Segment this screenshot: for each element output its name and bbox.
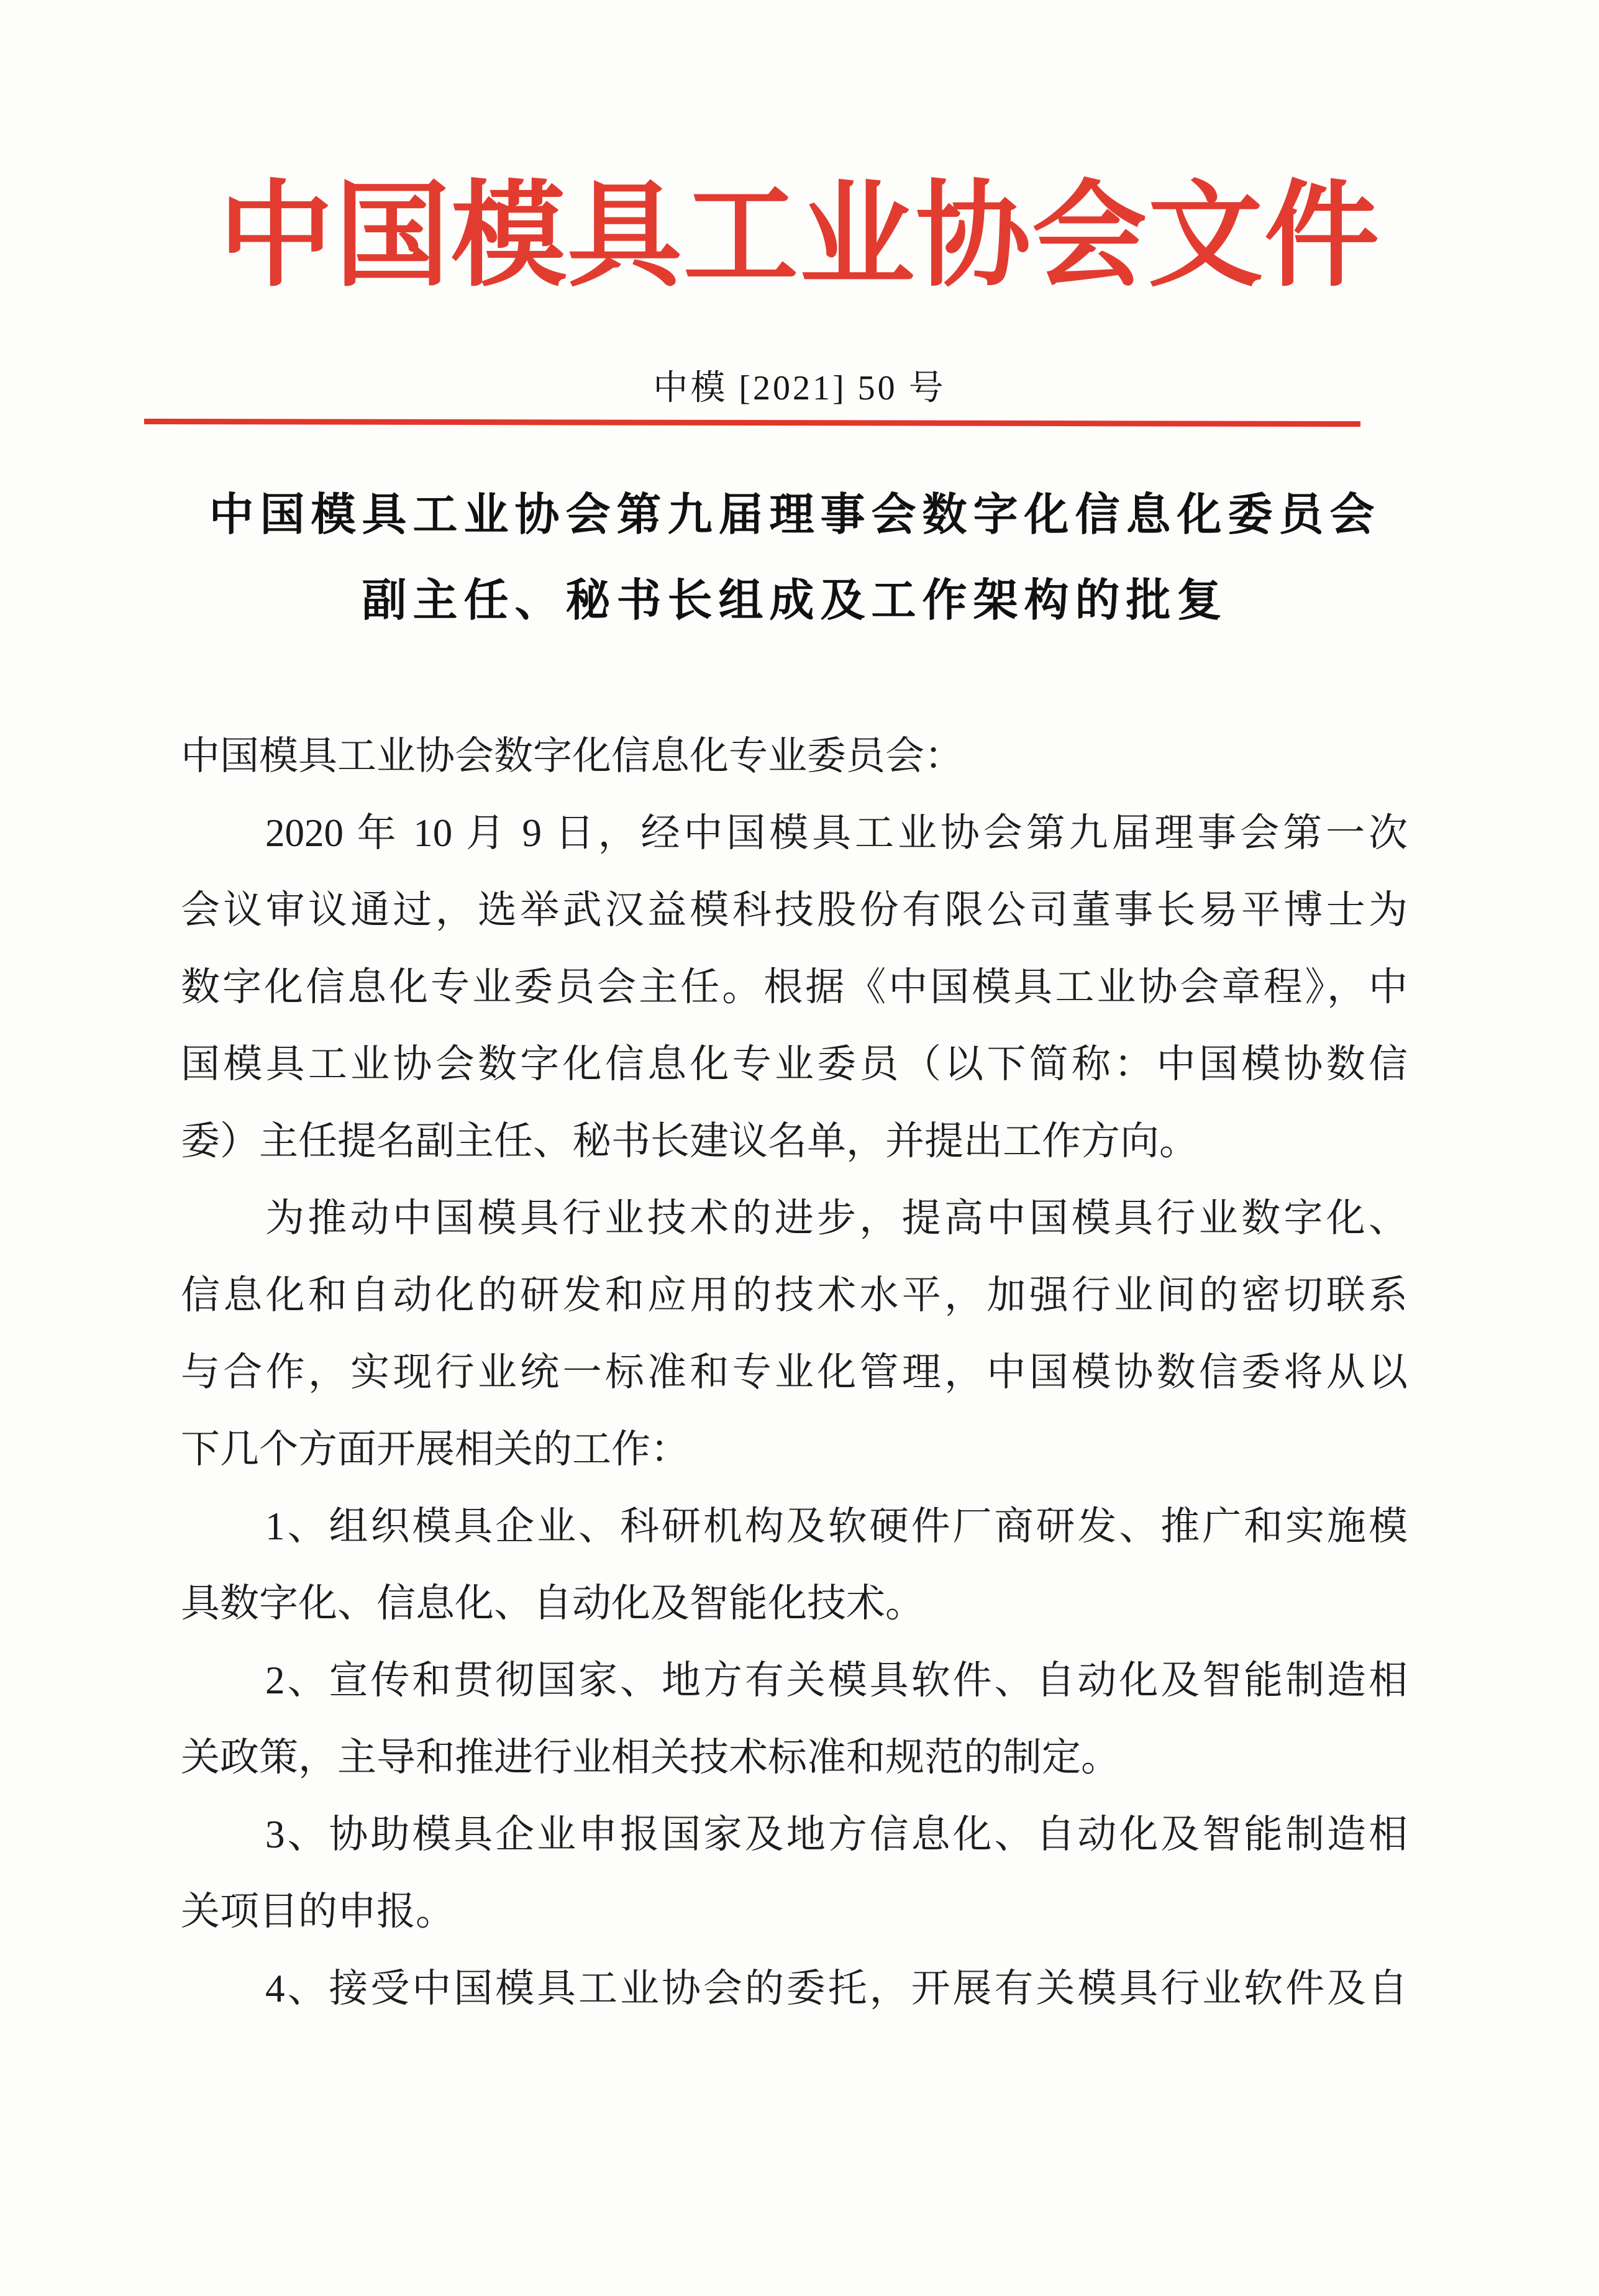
body-line-salutation: 中国模具工业协会数字化信息化专业委员会： (181, 734, 964, 778)
body-line: 2020 年 10 月 9 日，经中国模具工业协会第九届理事会第一次 (265, 811, 1408, 855)
body-line: 国模具工业协会数字化信息化专业委员（以下简称：中国模协数信 (181, 1042, 1408, 1086)
body-line: 关政策，主导和推进行业相关技术标准和规范的制定。 (181, 1736, 1120, 1779)
body-line: 3、协助模具企业申报国家及地方信息化、自动化及智能制造相 (265, 1813, 1408, 1856)
body-line: 4、接受中国模具工业协会的委托，开展有关模具行业软件及自 (265, 1967, 1408, 2010)
doc-title-line-1: 中国模具工业协会第九届理事会数字化信息化委员会 (209, 490, 1381, 540)
doc-title-line-2: 副主任、秘书长组成及工作架构的批复 (362, 576, 1228, 626)
body-line: 具数字化、信息化、自动化及智能化技术。 (181, 1582, 924, 1625)
body-line: 1、组织模具企业、科研机构及软硬件厂商研发、推广和实施模 (265, 1505, 1408, 1548)
doc-number: 中模 [2021] 50 号 (653, 369, 946, 408)
red-divider-rule (144, 419, 1360, 427)
body-line: 信息化和自动化的研发和应用的技术水平，加强行业间的密切联系 (181, 1273, 1408, 1317)
body-line: 委）主任提名副主任、秘书长建议名单，并提出工作方向。 (181, 1119, 1198, 1163)
body-line: 会议审议通过，选举武汉益模科技股份有限公司董事长易平博士为 (181, 888, 1408, 932)
org-header-title: 中国模具工业协会文件 (219, 173, 1380, 301)
body-line: 为推动中国模具行业技术的进步，提高中国模具行业数字化、 (265, 1196, 1408, 1240)
body-line: 数字化信息化专业委员会主任。根据《中国模具工业协会章程》，中 (181, 965, 1408, 1009)
body-line: 下几个方面开展相关的工作： (181, 1428, 690, 1471)
body-line: 2、宣传和贯彻国家、地方有关模具软件、自动化及智能制造相 (265, 1659, 1408, 1702)
body-line: 关项目的申报。 (181, 1890, 455, 1933)
body-line: 与合作，实现行业统一标准和专业化管理，中国模协数信委将从以 (181, 1351, 1408, 1394)
doc-body (181, 718, 1408, 2027)
doc-title (181, 472, 1408, 644)
